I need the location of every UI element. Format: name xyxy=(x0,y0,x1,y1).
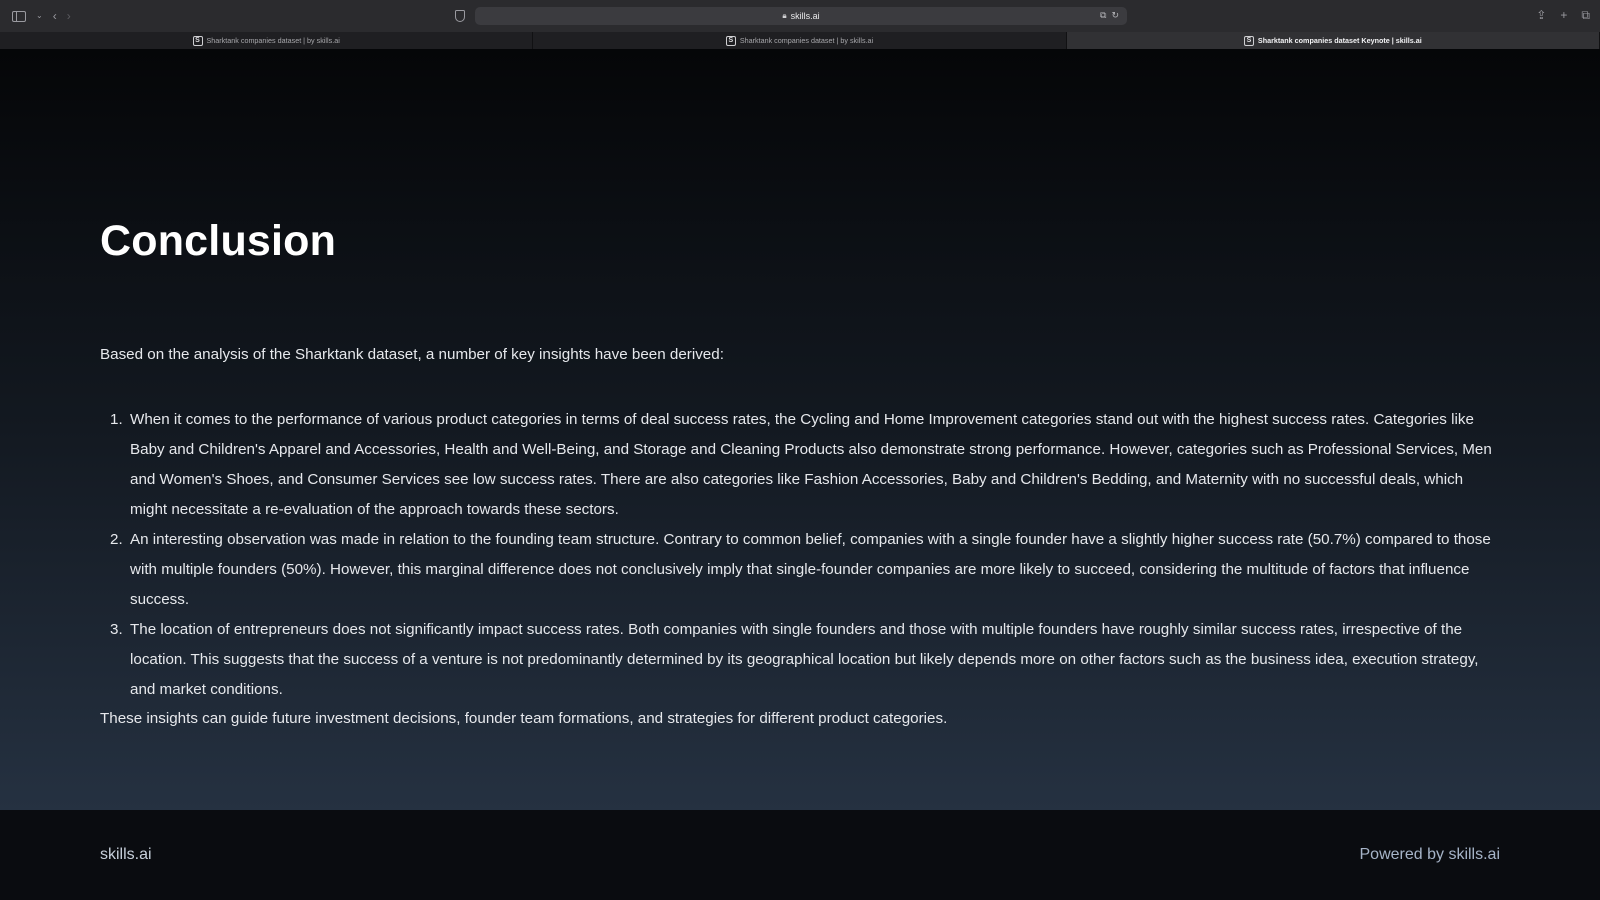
list-text: The location of entrepreneurs does not significantly impact success rates. Both companies with single founders and those with multiple founders have roughly similar success rates, irrespective of the location. This suggests that the success of a venture is not predominantly determined by its geographical location but likely depends more on other factors such as the business idea, execution strategy, and market conditions. xyxy=(130,621,1479,698)
tab-label: Sharktank companies dataset | by skills.ai xyxy=(739,36,874,45)
tab-1[interactable] xyxy=(0,32,533,49)
tab-label: Sharktank companies dataset Keynote | skills.ai xyxy=(1257,36,1422,45)
toolbar-right xyxy=(1536,8,1590,23)
list-number: 1. xyxy=(110,411,123,428)
powered-by-link[interactable]: Powered by skills.ai xyxy=(1359,846,1500,863)
list-number: 2. xyxy=(110,531,123,548)
outro-text: These insights can guide future investment decisions, founder team formations, and strategies for different product categories. xyxy=(100,710,948,727)
favicon-icon: S xyxy=(1244,36,1254,46)
tab-2[interactable] xyxy=(533,32,1066,49)
address-text xyxy=(782,11,819,21)
list-text: An interesting observation was made in relation to the founding team structure. Contrary to common belief, companies with a single founder have a slightly higher success rate (50.7%) compared to those with multiple founders (50%). However, this marginal difference does not conclusively imply that single-founder companies are more likely to succeed, considering the multitude of factors that influence success. xyxy=(130,531,1491,608)
address-url: skills.ai xyxy=(790,11,820,21)
intro-text: Based on the analysis of the Sharktank dataset, a number of key insights have been derived: xyxy=(100,346,724,363)
insights-list xyxy=(100,405,1500,705)
page-title: Conclusion xyxy=(100,217,337,265)
tab-overview-icon[interactable]: ⧉ xyxy=(1581,8,1590,22)
address-actions xyxy=(1100,10,1119,21)
translate-icon[interactable]: ⧉ xyxy=(1100,10,1107,20)
footer xyxy=(0,810,1600,900)
favicon-icon: S xyxy=(193,36,203,46)
toolbar-left xyxy=(0,7,460,25)
tab-3-active[interactable] xyxy=(1067,32,1600,49)
back-button[interactable]: ‹ xyxy=(52,9,57,23)
footer-brand[interactable]: skills.ai xyxy=(100,846,152,863)
shield-icon[interactable] xyxy=(455,7,465,25)
sidebar-toggle-button[interactable] xyxy=(12,7,26,25)
tab-bar xyxy=(0,32,1600,49)
tab-label: Sharktank companies dataset | by skills.ai xyxy=(206,36,340,45)
share-icon[interactable]: ⇪ xyxy=(1536,8,1547,22)
list-number: 3. xyxy=(110,621,123,638)
sidebar-icon xyxy=(12,11,26,22)
list-item xyxy=(100,615,1500,705)
list-text: When it comes to the performance of various product categories in terms of deal success rates, the Cycling and Home Improvement categories stand out with the highest success rates. Categories like Baby and Children's Apparel and Accessories, Health and Well-Being, and Storage and Cleaning Products also demonstrate strong performance. However, categories such as Professional Services, Men and Women's Shoes, and Consumer Services see low success rates. There are also categories like Fashion Accessories, Baby and Children's Bedding, and Maternity with no successful deals, which might necessitate a re-evaluation of the approach towards these sectors. xyxy=(130,411,1492,518)
slide-content xyxy=(0,49,1600,810)
reload-icon[interactable]: ↻ xyxy=(1111,10,1119,20)
browser-toolbar xyxy=(0,0,1600,32)
chevron-down-icon[interactable]: ⌄ xyxy=(36,11,43,20)
lock-icon: 🔒︎ xyxy=(782,11,787,20)
list-item xyxy=(100,405,1500,525)
new-tab-icon[interactable]: + xyxy=(1560,8,1568,22)
address-bar[interactable] xyxy=(475,7,1127,25)
favicon-icon: S xyxy=(726,36,736,46)
list-item xyxy=(100,525,1500,615)
forward-button[interactable]: › xyxy=(66,9,71,23)
